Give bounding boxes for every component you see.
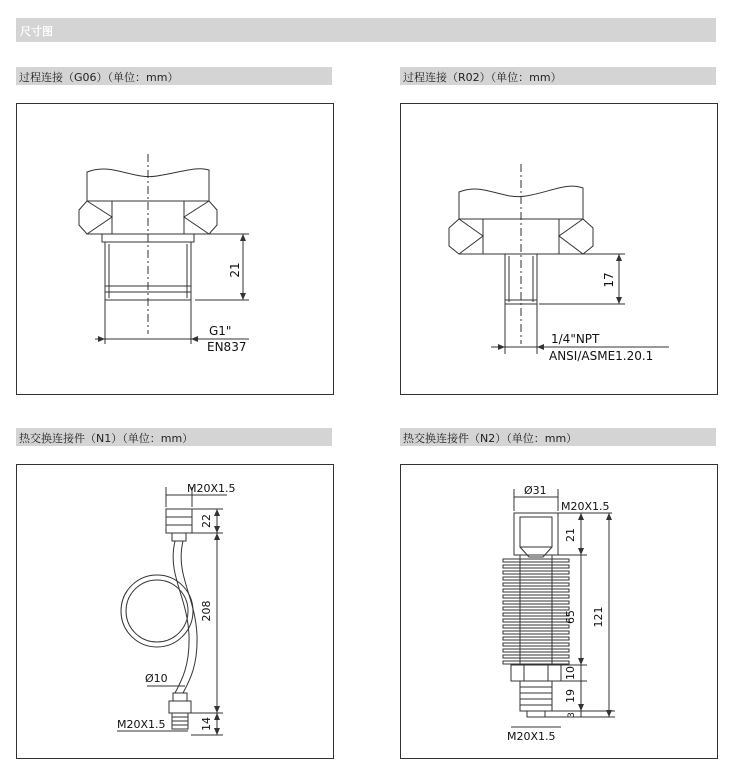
thread-top-label: M20X1.5: [561, 500, 610, 513]
r02-drawing: [401, 104, 717, 394]
cooling-fin: [503, 625, 569, 628]
thread-bottom-label: M20X1.5: [117, 718, 166, 731]
cooling-fin: [503, 565, 569, 568]
height-dimension-label: 17: [602, 272, 616, 288]
cooling-fin: [503, 649, 569, 652]
cooling-fin: [503, 655, 569, 658]
section-header-n1: [16, 428, 332, 446]
thread-top-label: M20X1.5: [187, 482, 236, 495]
cooling-fin: [503, 637, 569, 640]
cooling-fin: [503, 661, 569, 664]
cooling-fin: [503, 607, 569, 610]
cooling-fin: [503, 643, 569, 646]
drawing-panel-n2: [400, 464, 718, 759]
main-header-title: 尺寸图: [20, 25, 53, 38]
cooling-fin: [503, 601, 569, 604]
fin-height-label: 65: [564, 610, 577, 624]
end-height-label: 3: [567, 712, 577, 718]
drawing-panel-r02: [400, 103, 718, 395]
drawing-panel-n1: [16, 464, 334, 759]
tube-diameter-label: Ø10: [145, 672, 168, 685]
standard-label: ANSI/ASME1.20.1: [549, 349, 654, 363]
main-header: [16, 18, 716, 42]
section-title: 热交换连接件（N1）（单位：mm）: [19, 432, 194, 445]
standard-label: EN837: [207, 340, 247, 354]
section-title: 过程连接（G06）（单位：mm）: [19, 71, 179, 84]
cooling-fin: [503, 595, 569, 598]
cooling-fin: [503, 589, 569, 592]
thread-bottom-label: M20X1.5: [507, 730, 556, 743]
cooling-fin: [503, 577, 569, 580]
hex-height-label: 10: [564, 666, 577, 680]
section-title: 过程连接（R02）（单位：mm）: [403, 71, 562, 84]
cooling-fin: [503, 619, 569, 622]
g06-drawing: [17, 104, 333, 394]
height-dimension-label: 21: [228, 262, 242, 278]
thread-height-label: 19: [564, 689, 577, 703]
drawing-panel-g06: [16, 103, 334, 395]
bottom-height-label: 14: [200, 717, 213, 731]
section-header-r02: [400, 67, 716, 85]
section-header-g06: [16, 67, 332, 85]
cooling-fin: [503, 613, 569, 616]
section-header-n2: [400, 428, 716, 446]
top-height-label: 21: [564, 528, 577, 542]
n2-drawing: [401, 465, 717, 758]
section-title: 热交换连接件（N2）（单位：mm）: [403, 432, 578, 445]
cooling-fin: [503, 559, 569, 562]
n1-drawing: [17, 465, 333, 758]
total-height-label: 121: [592, 606, 605, 628]
top-height-label: 22: [200, 514, 213, 528]
cooling-fin: [503, 631, 569, 634]
thread-label: 1/4"NPT: [551, 332, 600, 346]
total-height-label: 208: [200, 600, 213, 622]
diameter-label: Ø31: [524, 484, 547, 497]
thread-label: G1": [209, 324, 232, 338]
cooling-fin: [503, 583, 569, 586]
cooling-fin: [503, 571, 569, 574]
